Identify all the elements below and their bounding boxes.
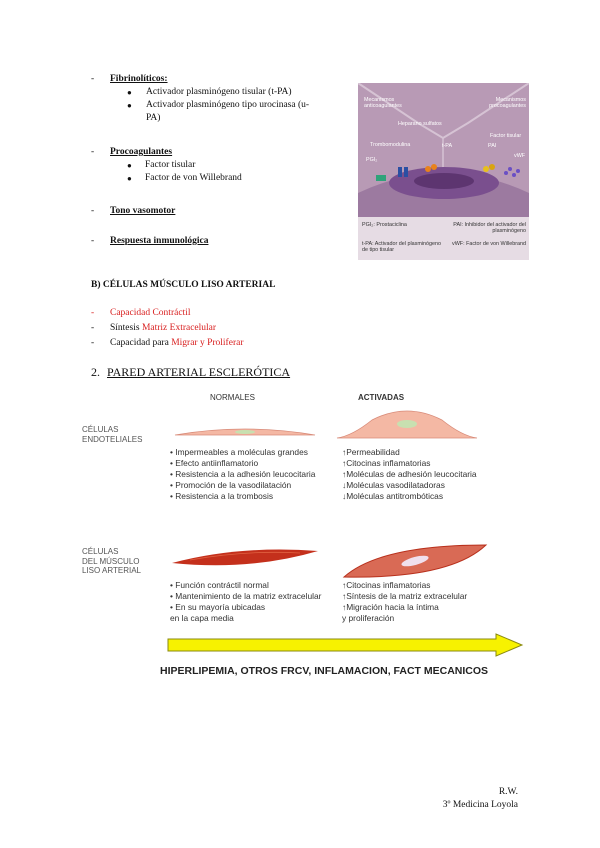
arrow-caption: HIPERLIPEMIA, OTROS FRCV, INFLAMACION, FACT MECANICOS [160, 665, 489, 677]
progression-arrow-icon [166, 633, 526, 657]
trombomodulina-label: Trombomodulina [370, 142, 411, 148]
list-item [91, 322, 243, 335]
list-item: ↓Moléculas antitrombóticas [342, 491, 444, 501]
list-item: • Efecto antiinflamatorio [170, 458, 259, 468]
bullet-icon: ● [127, 174, 132, 183]
respuesta-inmunologica-item [91, 235, 208, 248]
activated-smooth-muscle-cell [340, 541, 490, 581]
endo-normal-list [170, 447, 315, 502]
dash-marker: - [91, 308, 95, 318]
muscle-activated-list [342, 580, 467, 624]
tono-vasomotor-item [91, 205, 175, 218]
dash-marker: - [91, 323, 95, 333]
section-title: PARED ARTERIAL ESCLERÓTICA [107, 365, 291, 379]
row-header-line: LISO ARTERIAL [82, 566, 141, 575]
dash-marker: - [91, 206, 95, 216]
list-item: • Resistencia a la trombosis [170, 491, 274, 501]
list-item: ↑Citocinas inflamatorias [342, 580, 431, 590]
list-item: ↑Migración hacia la íntima [342, 602, 439, 612]
legend-item: t-PA: Activador del plasminógeno de tipo tisular [362, 241, 442, 253]
list-item: • Impermeables a moléculas grandes [170, 447, 308, 457]
item-prefix: Síntesis [110, 323, 142, 333]
list-item: ↑Citocinas inflamatorias [342, 458, 431, 468]
list-item: ↑Síntesis de la matriz extracelular [342, 591, 468, 601]
list-item: • Resistencia a la adhesión leucocitaria [170, 469, 316, 479]
procoagulantes-block [91, 146, 341, 185]
procoagulantes-heading: Procoagulantes [110, 147, 173, 157]
section-2-heading [91, 365, 290, 380]
list-item: Activador plasminógeno tisular (t-PA) [146, 87, 292, 97]
anticoagulant-label: Mecanismos anticoagulantes [364, 97, 402, 109]
fibrinoliticos-heading: Fibrinolíticos: [110, 74, 168, 84]
dash-marker: - [91, 147, 95, 157]
list-item [91, 307, 243, 320]
activated-endothelial-cell [332, 400, 482, 442]
list-item: Factor tisular [145, 160, 196, 170]
footer-course: 3º Medicina Loyola [442, 800, 518, 810]
row-header-line: DEL MÚSCULO [82, 556, 140, 566]
bullet-icon: ● [127, 101, 132, 110]
list-item: y proliferación [342, 613, 395, 623]
dash-marker: - [91, 74, 95, 84]
list-item: ↑Moléculas de adhesión leucocitaria [342, 469, 477, 479]
item-prefix: Capacidad para [110, 338, 172, 348]
row-header-line: CÉLULAS [82, 425, 119, 434]
row-header-line: CÉLULAS [82, 547, 119, 556]
pai-label: PAI [488, 143, 497, 149]
procoagulant-label: Mecanismos procoagulantes [489, 97, 526, 109]
endo-activated-list [342, 447, 477, 502]
item-highlight: Matriz Extracelular [141, 323, 217, 333]
list-item: ↓Moléculas vasodilatadoras [342, 480, 445, 490]
section-b-title: B) CÉLULAS MÚSCULO LISO ARTERIAL [91, 280, 276, 290]
item-highlight: Migrar y Proliferar [171, 338, 244, 348]
tono-vasomotor-heading: Tono vasomotor [110, 206, 176, 216]
bullet-icon: ● [127, 88, 132, 97]
column-normal-header: NORMALES [210, 393, 255, 402]
heparano-label: Heparano sulfatos [398, 121, 442, 127]
endothelium-figure [358, 83, 529, 260]
list-item: • Función contráctil normal [170, 580, 269, 590]
arterial-wall-figure [70, 385, 530, 685]
normal-endothelial-cell [170, 405, 320, 440]
muscle-normal-list [170, 580, 321, 624]
legend-item: PAI: Inhibidor del activador del plasminógeno [453, 222, 526, 234]
list-item: en la capa media [170, 613, 234, 623]
dash-marker: - [91, 236, 95, 246]
legend-item: vWF: Factor de von Willebrand [452, 241, 526, 247]
normal-smooth-muscle-cell [170, 545, 320, 573]
footer [443, 786, 518, 812]
footer-author: R.W. [498, 787, 518, 797]
column-activated-header: ACTIVADAS [358, 393, 405, 402]
item-highlight: Capacidad Contráctil [110, 308, 191, 318]
fibrinoliticos-block [91, 73, 341, 125]
row-header-line: ENDOTELIALES [82, 434, 143, 444]
list-item: • Mantenimiento de la matriz extracelular [170, 591, 322, 601]
list-item: Activador plasminógeno tipo urocinasa (u-PA) [146, 100, 310, 123]
list-item: ↑Permeabilidad [342, 447, 400, 457]
row-muscle-header [82, 547, 141, 576]
endothelium-legend [358, 217, 529, 260]
list-item: Factor de von Willebrand [145, 173, 242, 183]
factor-tisular-label: Factor tisular [490, 133, 522, 139]
legend-item: PGI₂: Prostaciclina [362, 222, 407, 228]
tpa-label: t-PA [442, 143, 453, 149]
section-b-list [91, 307, 243, 350]
section-number: 2. [91, 365, 100, 379]
row-endothelial-header [82, 425, 142, 444]
bullet-icon: ● [127, 161, 132, 170]
list-item: • En su mayoría ubicadas [170, 602, 266, 612]
list-item [91, 337, 243, 350]
pgi2-label: PGI₂ [366, 157, 378, 163]
list-item: • Promoción de la vasodilatación [170, 480, 292, 490]
respuesta-inmunologica-heading: Respuesta inmunológica [110, 236, 209, 246]
vwf-label: vWF [514, 153, 526, 159]
dash-marker: - [91, 338, 95, 348]
